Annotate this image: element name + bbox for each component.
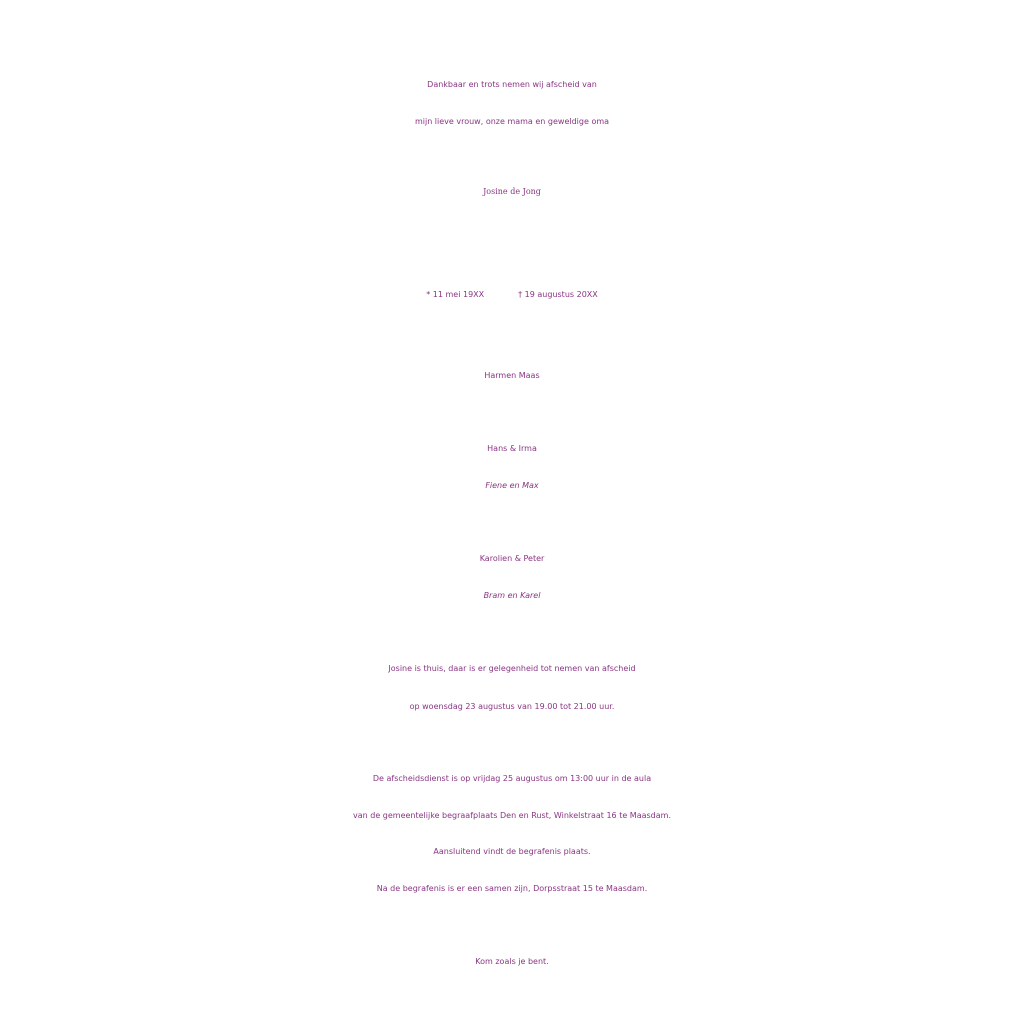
deceased-name: Josine de Jong [483, 187, 541, 196]
death-date: † 19 augustus 20XX [518, 290, 598, 299]
service-line-2: van de gemeentelijke begraafplaats Den en Rust, Winkelstraat 16 te Maasdam. [353, 811, 671, 820]
family-grandchildren-2: Bram en Karel [483, 591, 541, 600]
family-child-2: Karolien & Peter [479, 554, 545, 563]
service-line-3: Aansluitend vindt de begrafenis plaats. [433, 847, 591, 856]
life-dates [0, 291, 1024, 299]
family-grandchildren-1: Fiene en Max [485, 481, 539, 490]
service-line-4: Na de begrafenis is er een samen zijn, Dorpsstraat 15 te Maasdam. [376, 884, 648, 893]
family-child-1: Hans & Irma [487, 444, 537, 453]
intro-line-2: mijn lieve vrouw, onze mama en geweldige oma [414, 117, 610, 126]
service-line-1: De afscheidsdienst is op vrijdag 25 augustus om 13:00 uur in de aula [372, 774, 652, 783]
family-spouse: Harmen Maas [484, 371, 540, 380]
closing-line: Kom zoals je bent. [475, 957, 549, 966]
visitation-line-2: op woensdag 23 augustus van 19.00 tot 21.00 uur. [409, 702, 615, 711]
birth-date: * 11 mei 19XX [426, 290, 485, 299]
intro-line-1: Dankbaar en trots nemen wij afscheid van [427, 80, 597, 89]
visitation-line-1: Josine is thuis, daar is er gelegenheid tot nemen van afscheid [388, 664, 636, 673]
